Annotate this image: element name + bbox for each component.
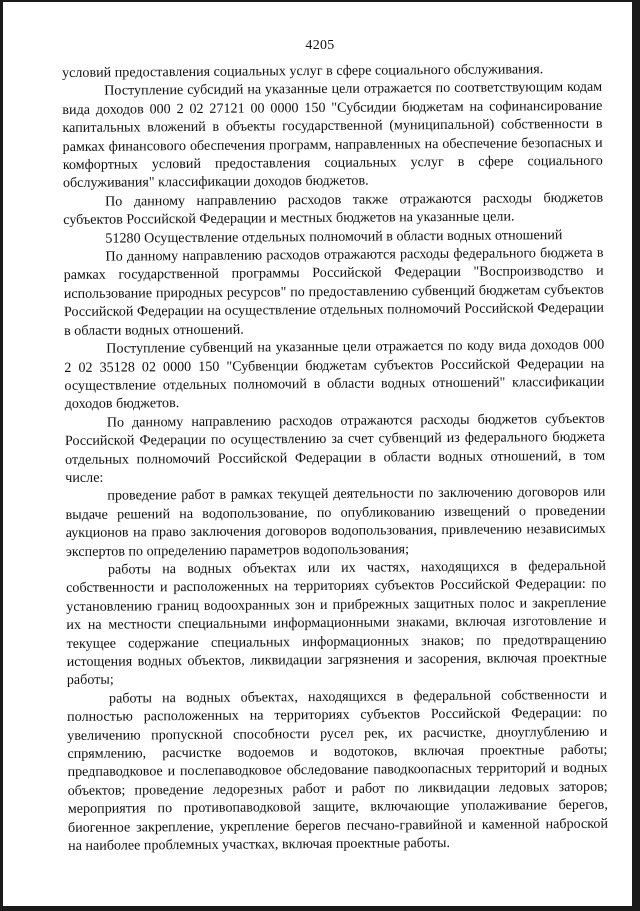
paragraph-regional-expenses: По данному направлению расходов также отражаются расходы бюджетов субъектов Российской Федерации и местных бюджетов на указанные цели. [63, 189, 604, 229]
page-number: 4205 [305, 38, 335, 53]
paragraph-subvention-income-codes: Поступление субвенций на указанные цели отражается по коду вида доходов 000 2 02 35128 02 0000 150 "Субвенции бюджетам субъектов Российской Федерации на осуществление отдельных полномочий в области водных отношений" классификации доходов бюджетов. [64, 336, 605, 413]
paragraph-continuation: условий предоставления социальных услуг в сфере социального обслуживания. [62, 61, 544, 81]
paragraph-regional-subvention-expenses: По данному направлению расходов отражаются расходы бюджетов субъектов Российской Федерации по осуществлению за счет субвенций из федерального бюджета отдельных полномочий Российской Федерации в области водных отношений, в том числе: [64, 410, 606, 486]
list-item-contracts: проведение работ в рамках текущей деятельности по заключению договоров или выдаче решений на водопользование, по опубликованию извещений о проведении аукционов на право заключения договоров водопользования, привлечению независимых экспертов по определению параметров водопользования; [65, 484, 606, 560]
scan-edge-left [0, 0, 3, 911]
scan-edge-right [632, 0, 640, 911]
scan-edge-top [0, 0, 640, 2]
paragraph-federal-expenses: По данному направлению расходов отражаются расходы федерального бюджета в рамках государственной программы Российской Федерации "Воспроизводство и использование природных ресурсов" по предоставлению субвенций бюджетам субъектов Российской Федерации на осуществление отдельных полномочий Российской Федерации в области водных отношений. [63, 244, 604, 339]
list-item-water-protection-works: работы на водных объектах или их частях, находящихся в федеральной собственности и расположенных на территориях субъектов Российской Федерации: по установлению границ водоохранных зон и прибрежных защитных полос и закрепление их на местности специальными информационными знаками, включая изготовление и текущее содержание специальных информационных знаков; по предотвращению истощения водных объектов, ликвидации загрязнения и засорения, включая проектные работы; [66, 557, 607, 689]
scan-edge-bottom [0, 906, 640, 911]
section-heading-51280: 51280 Осуществление отдельных полномочий в области водных отношений [105, 226, 563, 247]
list-item-flood-works: работы на водных объектах, находящихся в федеральной собственности и полностью расположенных на территориях субъектов Российской Федерации: по увеличению пропускной способности русел рек, их расчистке, дноуглублению и спрямлению, расчистке водоемов и водотоков, включая проектные работы; предпаводковое и послепаводковое обследование паводкоопасных территорий и водных объектов; проведение ледорезных работ и работ по ликвидации ледовых заторов; мероприятия по противопаводковой защите, включающие уполаживание берегов, биогенное закрепление, укрепление берегов песчано-гравийной и каменной наброской на наиболее проблемных участках, включая проектные работы. [67, 686, 609, 855]
paragraph-subsidy-income-codes: Поступление субсидий на указанные цели отражается по соответствующим кодам вида доходов 000 2 02 27121 00 0000 150 "Субсидии бюджетам на софинансирование капитальных вложений в объекты государственной (муниципальной) собственности в рамках финансового обеспечения программ, направленных на обеспечение безопасных и комфортных условий предоставления социальных услуг в сфере социального обслуживания" классификации доходов бюджетов. [62, 79, 603, 192]
document-body [62, 60, 608, 856]
